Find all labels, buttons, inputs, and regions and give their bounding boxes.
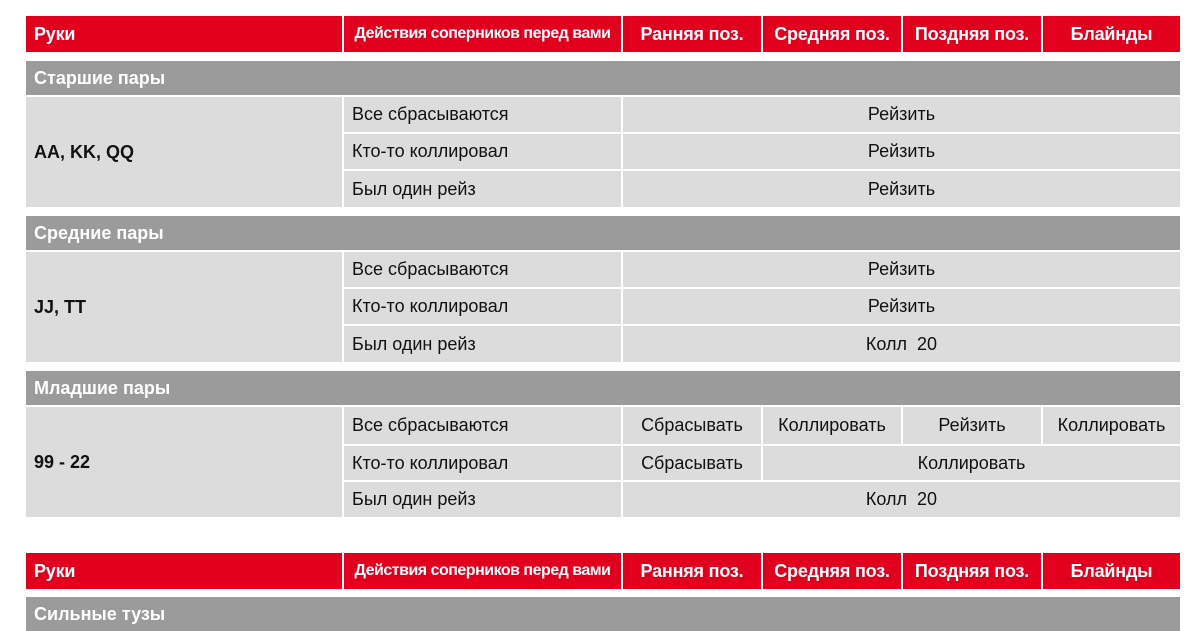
decision-rest: Коллировать	[763, 446, 1180, 480]
header-early: Ранняя поз.	[623, 553, 761, 589]
decision-cell: Колл 20	[623, 482, 1180, 517]
decision-middle: Коллировать	[763, 407, 901, 444]
header-middle: Средняя поз.	[763, 553, 901, 589]
header-late: Поздняя поз.	[903, 16, 1041, 52]
header-hands: Руки	[26, 16, 342, 52]
decision-blinds: Коллировать	[1043, 407, 1180, 444]
decision-early: Сбрасывать	[623, 446, 761, 480]
decision-cell: Рейзить	[623, 289, 1180, 324]
action-label: Все сбрасываются	[344, 407, 621, 444]
header-middle: Средняя поз.	[763, 16, 901, 52]
decision-cell: Рейзить	[623, 252, 1180, 287]
hand-label: 99 - 22	[26, 407, 342, 517]
header-early: Ранняя поз.	[623, 16, 761, 52]
action-label: Кто-то коллировал	[344, 134, 621, 169]
action-label: Был один рейз	[344, 326, 621, 362]
header-hands: Руки	[26, 553, 342, 589]
header-actions: Действия соперников перед вами	[344, 553, 621, 589]
hand-label: AA, KK, QQ	[26, 97, 342, 207]
table-header	[26, 16, 1180, 52]
section-title: Старшие пары	[26, 61, 1180, 95]
decision-cell: Колл 20	[623, 326, 1180, 362]
action-label: Был один рейз	[344, 171, 621, 207]
action-label: Был один рейз	[344, 482, 621, 517]
section-title: Сильные тузы	[26, 597, 1180, 631]
section-title: Средние пары	[26, 216, 1180, 250]
section-body	[26, 407, 1180, 517]
decision-late: Рейзить	[903, 407, 1041, 444]
action-label: Кто-то коллировал	[344, 289, 621, 324]
decision-cell: Рейзить	[623, 134, 1180, 169]
section-body	[26, 252, 1180, 362]
header-actions: Действия соперников перед вами	[344, 16, 621, 52]
decision-early: Сбрасывать	[623, 407, 761, 444]
action-label: Все сбрасываются	[344, 97, 621, 132]
header-blinds: Блайнды	[1043, 553, 1180, 589]
action-label: Все сбрасываются	[344, 252, 621, 287]
section-body	[26, 97, 1180, 207]
decision-cell: Рейзить	[623, 97, 1180, 132]
table-header	[26, 553, 1180, 589]
hand-label: JJ, TT	[26, 252, 342, 362]
header-blinds: Блайнды	[1043, 16, 1180, 52]
action-label: Кто-то коллировал	[344, 446, 621, 480]
decision-cell: Рейзить	[623, 171, 1180, 207]
header-late: Поздняя поз.	[903, 553, 1041, 589]
section-title: Младшие пары	[26, 371, 1180, 405]
